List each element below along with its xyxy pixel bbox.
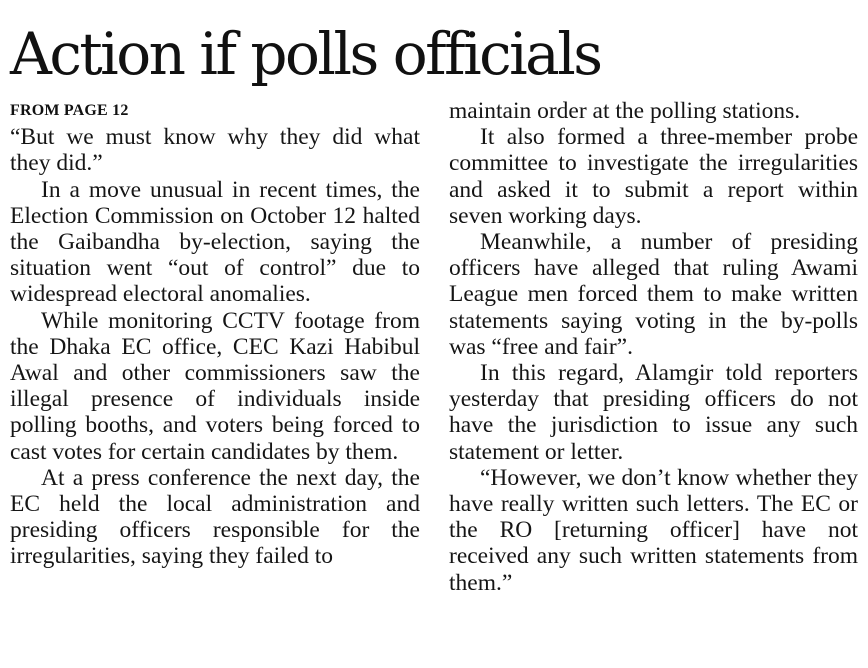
article-column-left: [10, 98, 420, 570]
article-paragraph: While monitoring CCTV footage from the Dhaka EC office, CEC Kazi Habibul Awal and other commissioners saw the illegal presence of individuals inside polling booths, and voters being forced to cast votes for certain candidates by them.: [10, 307, 420, 465]
article-paragraph: maintain order at the polling stations.: [449, 98, 801, 124]
article-paragraph: “However, we don’t know whether they have really written such letters. The EC or the RO [returning officer] have not received any such written statements from them.”: [449, 464, 858, 596]
article-paragraph: In a move unusual in recent times, the Election Commission on October 12 halted the Gaibandha by-election, saying the situation went “out of control” due to widespread electoral anomalies.: [10, 176, 420, 308]
article-paragraph: At a press conference the next day, the EC held the local administration and presiding officers responsible for the irregularities, saying they failed to: [10, 464, 420, 570]
article-paragraph: Meanwhile, a number of presiding officers have alleged that ruling Awami League men forced them to make written statements saying voting in the by-polls was “free and fair”.: [449, 229, 858, 360]
headline: Action if polls officials: [10, 20, 601, 88]
article-paragraph: “But we must know why they did what they did.”: [10, 124, 420, 177]
page-jump-kicker: FROM PAGE 12: [10, 102, 129, 119]
article-column-right: [449, 98, 858, 596]
article-paragraph: In this regard, Alamgir told reporters yesterday that presiding officers do not have the jurisdiction to issue any such statement or letter.: [449, 360, 858, 465]
article-paragraph: It also formed a three-member probe committee to investigate the irregularities and asked it to submit a report within seven working days.: [449, 124, 858, 229]
